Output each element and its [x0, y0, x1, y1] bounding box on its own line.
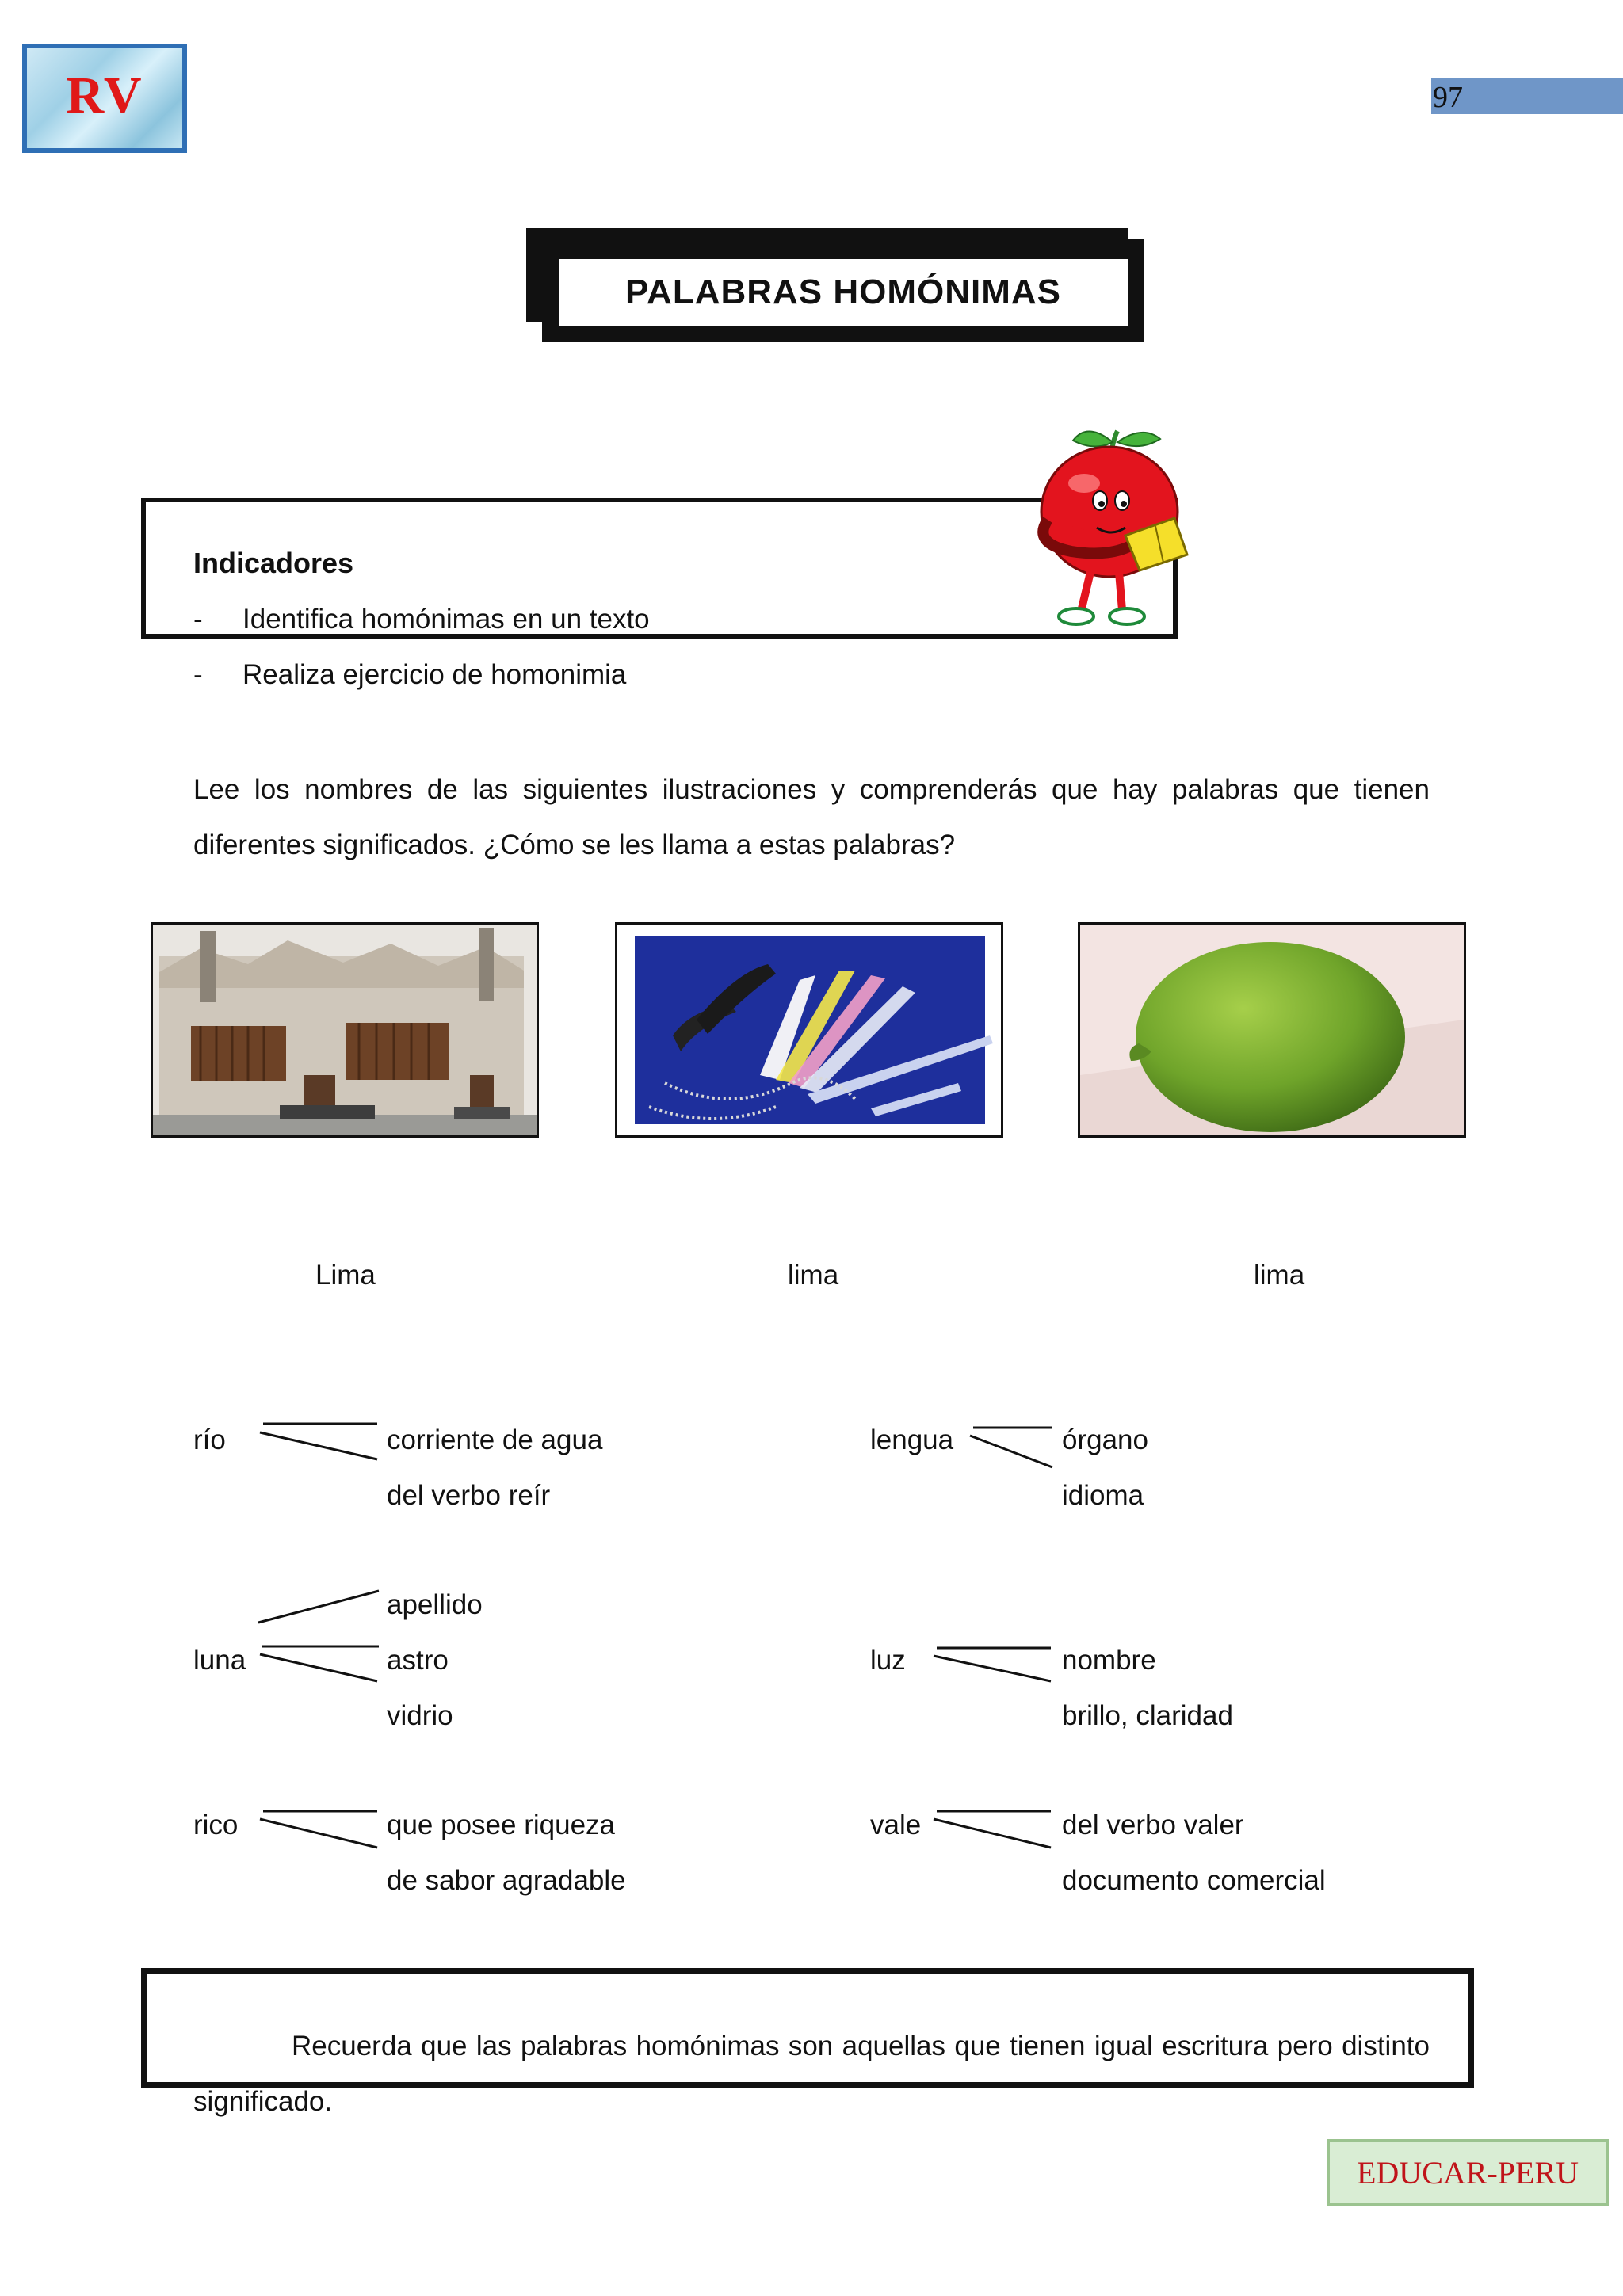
indicator-item: Realiza ejercicio de homonimia: [242, 659, 627, 690]
image-caption: lima: [1254, 1260, 1305, 1291]
homonym-word: rico: [193, 1810, 239, 1840]
meaning-text: del verbo reír: [387, 1480, 551, 1511]
indicators-heading: Indicadores: [193, 547, 354, 579]
intro-paragraph: Lee los nombres de las siguientes ilustraciones y comprenderás que hay palabras que tienen diferentes significados. ¿Cómo se les llama a estas palabras?: [193, 774, 1430, 860]
meaning-text: órgano: [1062, 1425, 1148, 1455]
note-text: Recuerda que las palabras homónimas son aquellas que tienen igual escritura pero distinto significado.: [193, 2031, 1430, 2117]
meaning-text: corriente de agua: [387, 1425, 603, 1455]
footer-badge: [1327, 2139, 1609, 2206]
meaning-text: nombre: [1062, 1645, 1156, 1676]
page-title: PALABRAS HOMÓNIMAS: [624, 273, 1062, 311]
homonym-word: vale: [870, 1810, 922, 1840]
image-caption: Lima: [315, 1260, 376, 1291]
bullet-dash: -: [193, 604, 203, 635]
homonym-word: luz: [870, 1645, 906, 1676]
meaning-text: de sabor agradable: [387, 1865, 626, 1896]
homonym-word: luna: [193, 1645, 246, 1676]
indicator-item: Identifica homónimas en un texto: [242, 604, 650, 635]
page-number: 97: [1433, 81, 1463, 114]
meaning-text: apellido: [387, 1589, 483, 1620]
meaning-text: que posee riqueza: [387, 1810, 615, 1840]
footer-text: EDUCAR-PERU: [1356, 2154, 1579, 2191]
homonym-word: río: [193, 1425, 226, 1455]
logo-text: RV: [66, 67, 143, 124]
homonym-word: lengua: [870, 1425, 954, 1455]
meaning-text: del verbo valer: [1062, 1810, 1244, 1840]
meaning-text: astro: [387, 1645, 449, 1676]
meaning-text: brillo, claridad: [1062, 1700, 1233, 1731]
bullet-dash: -: [193, 659, 203, 690]
meaning-text: vidrio: [387, 1700, 453, 1731]
image-caption: lima: [788, 1260, 839, 1291]
meaning-text: idioma: [1062, 1480, 1144, 1511]
meaning-text: documento comercial: [1062, 1865, 1326, 1896]
